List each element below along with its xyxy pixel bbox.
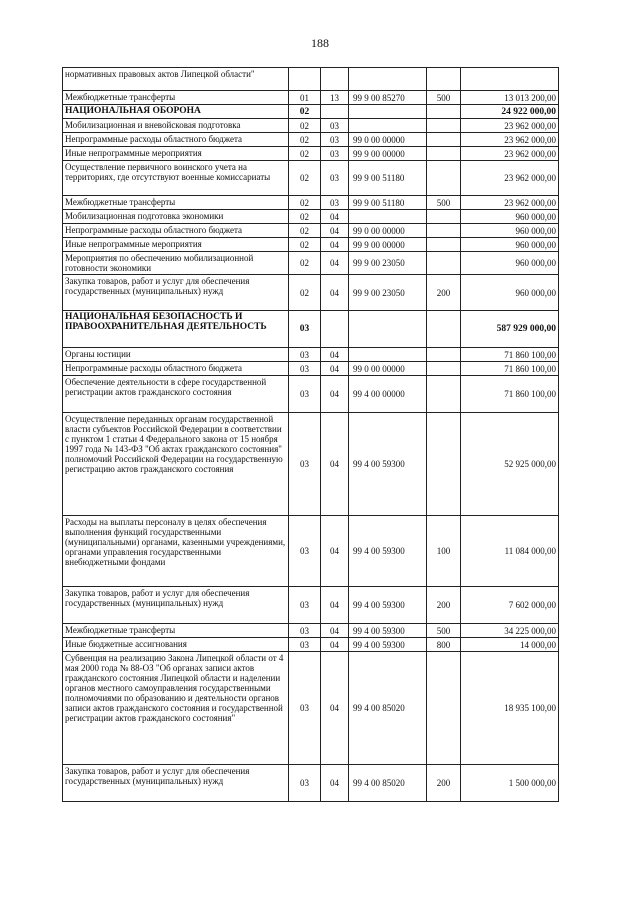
row-name-cell: Закупка товаров, работ и услуг для обеспечения государственных (муниципальных) нужд xyxy=(63,587,289,624)
amount-cell: 18 935 100,00 xyxy=(461,652,559,765)
expense-type-cell xyxy=(427,161,461,196)
amount-cell: 34 225 000,00 xyxy=(461,624,559,638)
target-article-cell xyxy=(349,68,427,91)
row-name-cell: Мобилизационная подготовка экономики xyxy=(63,210,289,224)
expense-type-cell xyxy=(427,362,461,376)
subsection-code-cell: 04 xyxy=(321,624,349,638)
table-row xyxy=(63,196,559,210)
expense-type-cell xyxy=(427,224,461,238)
expense-type-cell xyxy=(427,68,461,91)
target-article-cell: 99 0 00 00000 xyxy=(349,133,427,147)
expense-type-cell: 500 xyxy=(427,196,461,210)
target-article-cell: 99 0 00 00000 xyxy=(349,224,427,238)
row-name-cell: Осуществление первичного воинского учета на территориях, где отсутствуют военные комиссариаты xyxy=(63,161,289,196)
row-name-cell: Закупка товаров, работ и услуг для обеспечения государственных (муниципальных) нужд xyxy=(63,275,289,311)
section-code-cell: 03 xyxy=(289,765,321,802)
row-name-cell: Закупка товаров, работ и услуг для обеспечения государственных (муниципальных) нужд xyxy=(63,765,289,802)
target-article-cell: 99 4 00 00000 xyxy=(349,376,427,413)
row-name-cell: Мобилизационная и вневойсковая подготовка xyxy=(63,119,289,133)
expense-type-cell xyxy=(427,133,461,147)
amount-cell: 960 000,00 xyxy=(461,238,559,252)
target-article-cell: 99 9 00 85270 xyxy=(349,91,427,105)
table-row xyxy=(63,652,559,765)
subsection-code-cell: 04 xyxy=(321,238,349,252)
expense-type-cell xyxy=(427,376,461,413)
subsection-code-cell: 04 xyxy=(321,210,349,224)
expense-type-cell xyxy=(427,238,461,252)
amount-cell: 23 962 000,00 xyxy=(461,147,559,161)
amount-cell: 23 962 000,00 xyxy=(461,119,559,133)
row-name-cell: Осуществление переданных органам государственной власти субъектов Российской Федерации в соответствии с пунктом 1 статьи 4 Федерального закона от 15 ноября 1997 года № 143-ФЗ "Об актах гражданского состояния" полномочий Российской Федерации на государственную регистрацию актов гражданского состояния xyxy=(63,413,289,516)
table-row xyxy=(63,413,559,516)
section-code-cell: 02 xyxy=(289,196,321,210)
expense-type-cell xyxy=(427,119,461,133)
subsection-code-cell: 04 xyxy=(321,252,349,275)
section-code-cell: 02 xyxy=(289,210,321,224)
subsection-code-cell: 04 xyxy=(321,224,349,238)
subsection-code-cell: 03 xyxy=(321,147,349,161)
subsection-code-cell: 03 xyxy=(321,119,349,133)
amount-cell: 71 860 100,00 xyxy=(461,348,559,362)
target-article-cell: 99 9 00 00000 xyxy=(349,147,427,161)
section-code-cell: 03 xyxy=(289,348,321,362)
section-code-cell: 03 xyxy=(289,311,321,348)
table-row xyxy=(63,91,559,105)
section-code-cell: 03 xyxy=(289,624,321,638)
section-code-cell: 03 xyxy=(289,413,321,516)
target-article-cell xyxy=(349,105,427,119)
table-row xyxy=(63,252,559,275)
subsection-code-cell: 04 xyxy=(321,348,349,362)
target-article-cell: 99 4 00 85020 xyxy=(349,765,427,802)
section-code-cell: 02 xyxy=(289,161,321,196)
table-row xyxy=(63,161,559,196)
table-row xyxy=(63,348,559,362)
section-code-cell: 03 xyxy=(289,652,321,765)
amount-cell: 23 962 000,00 xyxy=(461,133,559,147)
subsection-code-cell: 04 xyxy=(321,652,349,765)
amount-cell: 587 929 000,00 xyxy=(461,311,559,348)
amount-cell: 7 602 000,00 xyxy=(461,587,559,624)
table-row xyxy=(63,147,559,161)
table-row xyxy=(63,765,559,802)
table-row xyxy=(63,68,559,91)
amount-cell: 960 000,00 xyxy=(461,252,559,275)
table-row xyxy=(63,362,559,376)
section-code-cell: 02 xyxy=(289,275,321,311)
subsection-code-cell: 04 xyxy=(321,587,349,624)
table-row xyxy=(63,638,559,652)
expense-type-cell xyxy=(427,147,461,161)
amount-cell: 71 860 100,00 xyxy=(461,376,559,413)
expense-type-cell xyxy=(427,348,461,362)
row-name-cell: Непрограммные расходы областного бюджета xyxy=(63,133,289,147)
subsection-code-cell: 04 xyxy=(321,362,349,376)
row-name-cell: Непрограммные расходы областного бюджета xyxy=(63,224,289,238)
section-code-cell: 02 xyxy=(289,133,321,147)
target-article-cell: 99 9 00 00000 xyxy=(349,238,427,252)
target-article-cell: 99 9 00 51180 xyxy=(349,196,427,210)
table-row xyxy=(63,516,559,587)
expense-type-cell: 200 xyxy=(427,765,461,802)
table-row xyxy=(63,238,559,252)
target-article-cell: 99 9 00 23050 xyxy=(349,252,427,275)
row-name-cell: Субвенция на реализацию Закона Липецкой области от 4 мая 2000 года № 88-ОЗ "Об органах записи актов гражданского состояния Липецкой области и наделении органов местного самоуправления государственными полномочиями по образованию и деятельности органов записи актов гражданского состояния и государственной регистрации актов гражданского состояния" xyxy=(63,652,289,765)
table-row xyxy=(63,210,559,224)
table-row xyxy=(63,133,559,147)
amount-cell: 23 962 000,00 xyxy=(461,161,559,196)
target-article-cell xyxy=(349,210,427,224)
row-name-cell: Межбюджетные трансферты xyxy=(63,624,289,638)
expense-type-cell xyxy=(427,652,461,765)
subsection-code-cell: 03 xyxy=(321,161,349,196)
amount-cell: 960 000,00 xyxy=(461,224,559,238)
section-code-cell: 02 xyxy=(289,119,321,133)
row-name-cell: Расходы на выплаты персоналу в целях обеспечения выполнения функций государственными (муниципальными) органами, казенными учреждениями, органами управления государственными внебюджетными фондами xyxy=(63,516,289,587)
section-code-cell: 03 xyxy=(289,638,321,652)
table-row xyxy=(63,376,559,413)
table-row xyxy=(63,275,559,311)
amount-cell: 23 962 000,00 xyxy=(461,196,559,210)
target-article-cell xyxy=(349,311,427,348)
expense-type-cell xyxy=(427,252,461,275)
expense-type-cell: 200 xyxy=(427,275,461,311)
amount-cell xyxy=(461,68,559,91)
subsection-code-cell: 04 xyxy=(321,376,349,413)
section-code-cell: 03 xyxy=(289,516,321,587)
row-name-cell: нормативных правовых актов Липецкой области" xyxy=(63,68,289,91)
expense-type-cell xyxy=(427,210,461,224)
subsection-code-cell xyxy=(321,311,349,348)
row-name-cell: Межбюджетные трансферты xyxy=(63,196,289,210)
row-name-cell: Непрограммные расходы областного бюджета xyxy=(63,362,289,376)
subsection-code-cell: 04 xyxy=(321,765,349,802)
section-code-cell: 02 xyxy=(289,238,321,252)
target-article-cell: 99 4 00 59300 xyxy=(349,638,427,652)
target-article-cell: 99 4 00 59300 xyxy=(349,587,427,624)
row-name-cell: Обеспечение деятельности в сфере государственной регистрации актов гражданского состояния xyxy=(63,376,289,413)
section-code-cell: 02 xyxy=(289,224,321,238)
section-code-cell xyxy=(289,68,321,91)
section-code-cell: 02 xyxy=(289,147,321,161)
target-article-cell: 99 9 00 23050 xyxy=(349,275,427,311)
row-name-cell: Иные непрограммные мероприятия xyxy=(63,238,289,252)
amount-cell: 13 013 200,00 xyxy=(461,91,559,105)
row-name-cell: Иные бюджетные ассигнования xyxy=(63,638,289,652)
target-article-cell: 99 0 00 00000 xyxy=(349,362,427,376)
budget-table xyxy=(62,67,559,802)
subsection-code-cell: 04 xyxy=(321,516,349,587)
section-code-cell: 02 xyxy=(289,105,321,119)
table-row xyxy=(63,105,559,119)
subsection-code-cell: 04 xyxy=(321,275,349,311)
amount-cell: 960 000,00 xyxy=(461,210,559,224)
target-article-cell: 99 9 00 51180 xyxy=(349,161,427,196)
subsection-code-cell: 04 xyxy=(321,413,349,516)
row-name-cell: Межбюджетные трансферты xyxy=(63,91,289,105)
expense-type-cell: 500 xyxy=(427,624,461,638)
expense-type-cell: 800 xyxy=(427,638,461,652)
expense-type-cell xyxy=(427,311,461,348)
amount-cell: 1 500 000,00 xyxy=(461,765,559,802)
row-name-cell: НАЦИОНАЛЬНАЯ БЕЗОПАСНОСТЬ И ПРАВООХРАНИТЕЛЬНАЯ ДЕЯТЕЛЬНОСТЬ xyxy=(63,311,289,348)
expense-type-cell: 200 xyxy=(427,587,461,624)
row-name-cell: НАЦИОНАЛЬНАЯ ОБОРОНА xyxy=(63,105,289,119)
subsection-code-cell: 03 xyxy=(321,133,349,147)
expense-type-cell: 100 xyxy=(427,516,461,587)
expense-type-cell: 500 xyxy=(427,91,461,105)
amount-cell: 71 860 100,00 xyxy=(461,362,559,376)
expense-type-cell xyxy=(427,105,461,119)
row-name-cell: Иные непрограммные мероприятия xyxy=(63,147,289,161)
table-row xyxy=(63,119,559,133)
subsection-code-cell: 03 xyxy=(321,196,349,210)
row-name-cell: Органы юстиции xyxy=(63,348,289,362)
target-article-cell: 99 4 00 85020 xyxy=(349,652,427,765)
target-article-cell xyxy=(349,119,427,133)
section-code-cell: 03 xyxy=(289,362,321,376)
target-article-cell: 99 4 00 59300 xyxy=(349,624,427,638)
subsection-code-cell: 04 xyxy=(321,638,349,652)
target-article-cell: 99 4 00 59300 xyxy=(349,413,427,516)
table-row xyxy=(63,587,559,624)
subsection-code-cell: 13 xyxy=(321,91,349,105)
subsection-code-cell xyxy=(321,105,349,119)
table-row xyxy=(63,224,559,238)
expense-type-cell xyxy=(427,413,461,516)
amount-cell: 14 000,00 xyxy=(461,638,559,652)
amount-cell: 52 925 000,00 xyxy=(461,413,559,516)
row-name-cell: Мероприятия по обеспечению мобилизационной готовности экономики xyxy=(63,252,289,275)
subsection-code-cell xyxy=(321,68,349,91)
section-code-cell: 01 xyxy=(289,91,321,105)
section-code-cell: 03 xyxy=(289,376,321,413)
section-code-cell: 03 xyxy=(289,587,321,624)
table-row xyxy=(63,311,559,348)
target-article-cell xyxy=(349,348,427,362)
table-row xyxy=(63,624,559,638)
target-article-cell: 99 4 00 59300 xyxy=(349,516,427,587)
amount-cell: 11 084 000,00 xyxy=(461,516,559,587)
page-number: 188 xyxy=(311,36,329,50)
amount-cell: 960 000,00 xyxy=(461,275,559,311)
section-code-cell: 02 xyxy=(289,252,321,275)
amount-cell: 24 922 000,00 xyxy=(461,105,559,119)
